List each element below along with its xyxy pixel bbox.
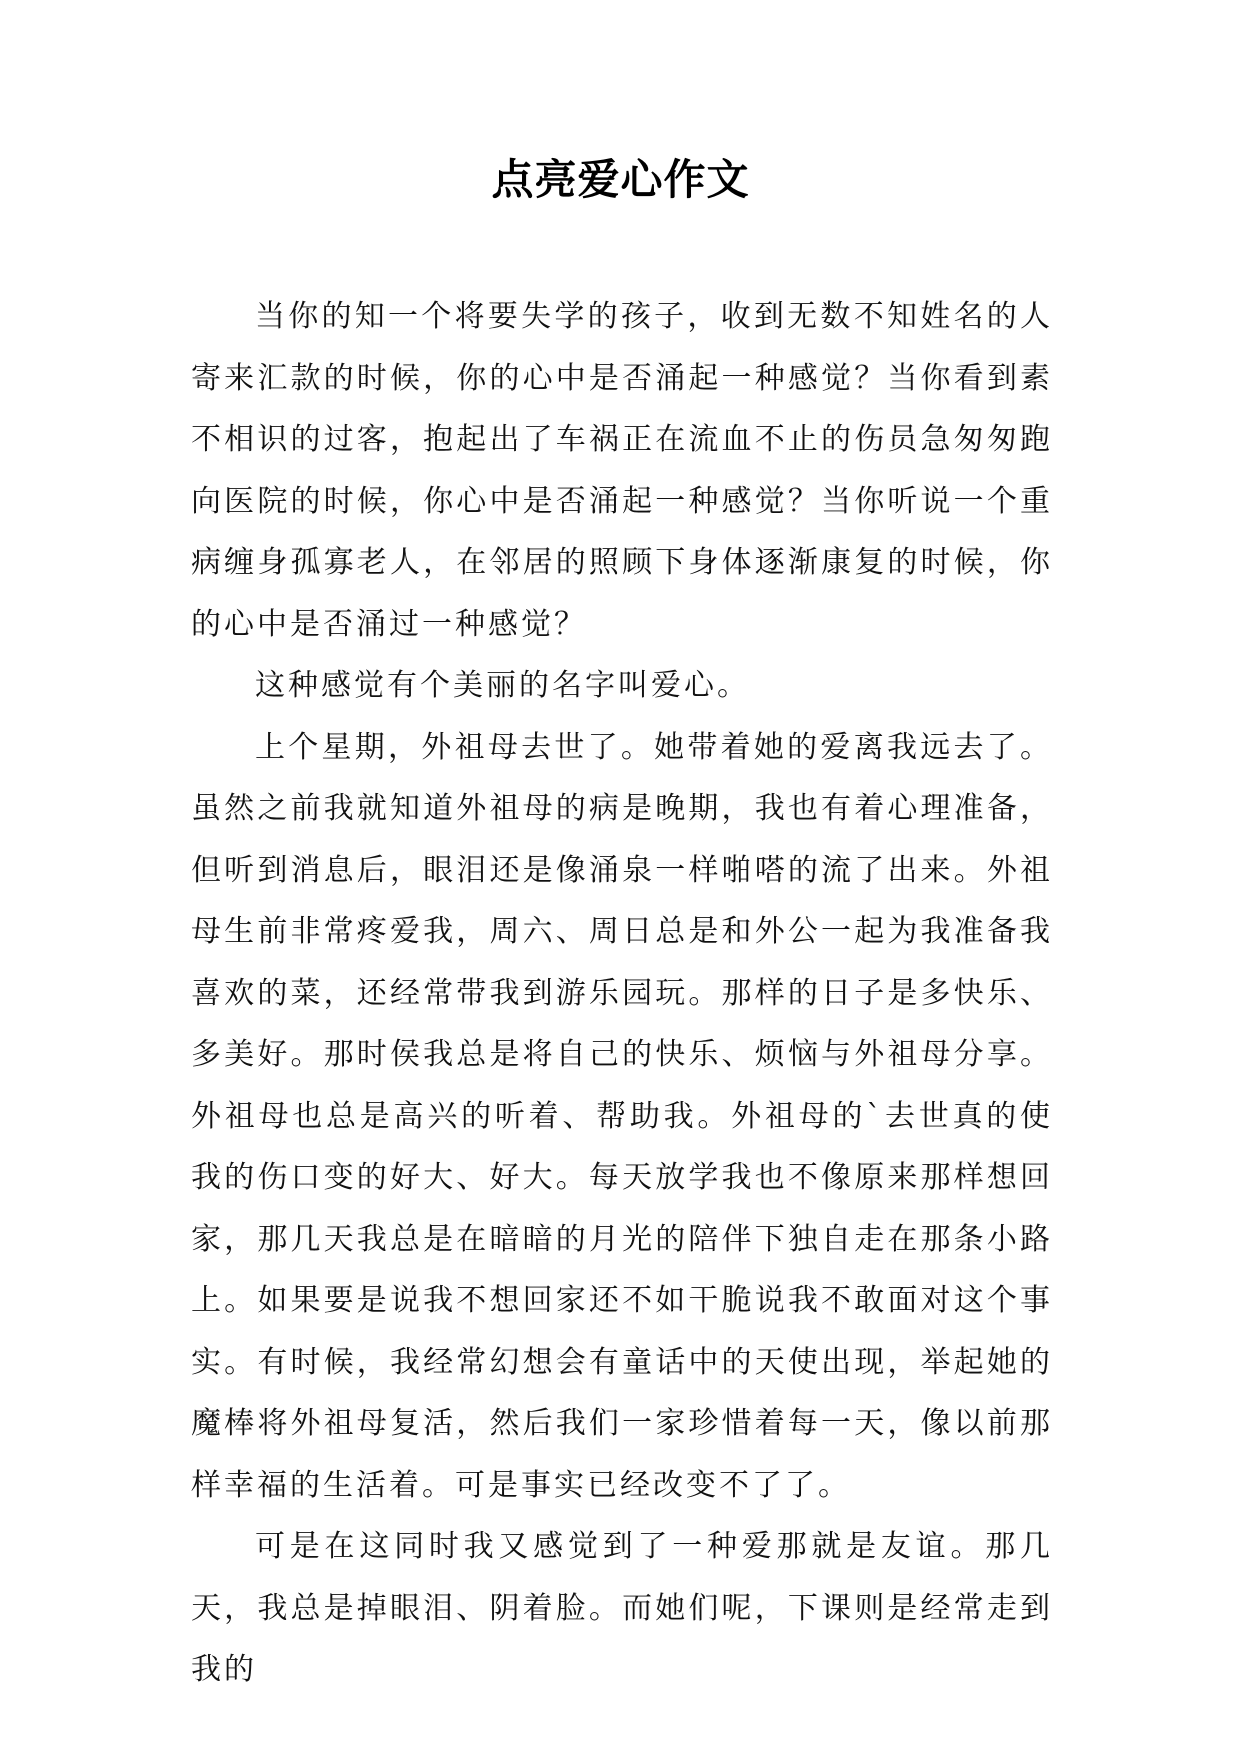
paragraph: 这种感觉有个美丽的名字叫爱心。 <box>255 668 750 703</box>
paragraph: 当你的知一个将要失学的孩子，收到无数不知姓名的人寄来汇款的时候，你的心中是否涌起一种感觉？当你看到素不相识的过客，抱起出了车祸正在流血不止的伤员急匆匆跑向医院的时候，你心中是否涌起一种感觉？当你听说一个重病缠身孤寡老人，在邻居的照顾下身体逐渐康复的时候，你的心中是否涌过一种感觉？ <box>191 299 1053 642</box>
paragraph: 上个星期，外祖母去世了。她带着她的爱离我远去了。虽然之前我就知道外祖母的病是晚期，我也有着心理准备，但听到消息后，眼泪还是像涌泉一样啪嗒的流了出来。外祖母生前非常疼爱我，周六、周日总是和外公一起为我准备我喜欢的菜，还经常带我到游乐园玩。那样的日子是多快乐、多美好。那时侯我总是将自己的快乐、烦恼与外祖母分享。外祖母也总是高兴的听着、帮助我。外祖母的`去世真的使我的伤口变的好大、好大。每天放学我也不像原来那样想回家，那几天我总是在暗暗的月光的陪伴下独自走在那条小路上。如果要是说我不想回家还不如干脆说我不敢面对这个事实。有时候，我经常幻想会有童话中的天使出现，举起她的魔棒将外祖母复活，然后我们一家珍惜着每一天，像以前那样幸福的生活着。可是事实已经改变不了了。 <box>191 729 1053 1503</box>
document-title: 点亮爱心作文 <box>491 155 750 204</box>
document-body <box>191 286 1053 1701</box>
paragraph: 可是在这同时我又感觉到了一种爱那就是友谊。那几天，我总是掉眼泪、阴着脸。而她们呢，下课则是经常走到我的 <box>191 1529 1053 1687</box>
